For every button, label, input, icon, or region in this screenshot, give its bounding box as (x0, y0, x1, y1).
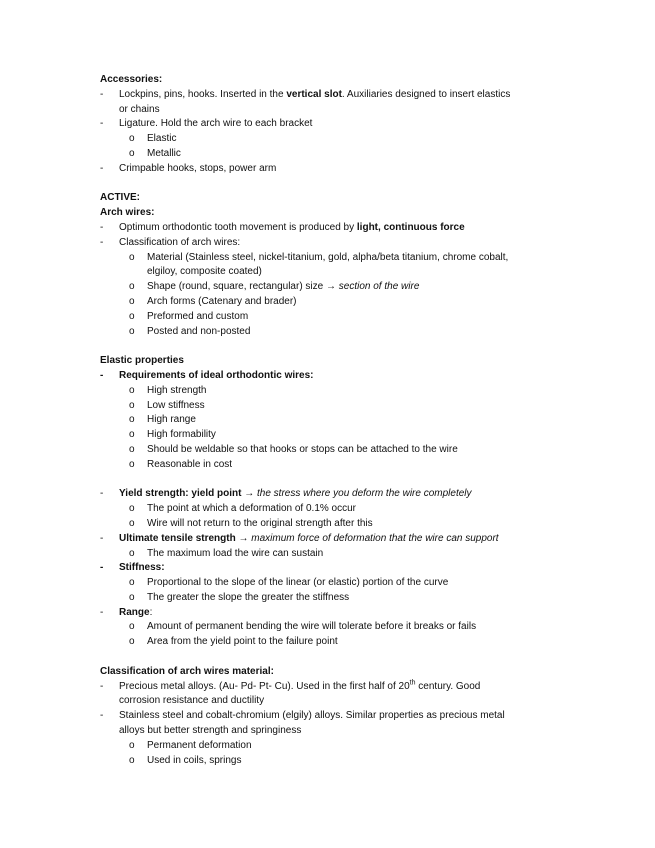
list-item: - Crimpable hooks, stops, power arm (100, 162, 570, 177)
sub-list-item: o Used in coils, springs (100, 754, 570, 769)
section-heading-classification: Classification of arch wires material: (100, 665, 274, 677)
circle-bullet: o (129, 621, 135, 633)
sub-list-item: o The point at which a deformation of 0.1% occur (100, 502, 570, 517)
section-heading-elastic-properties: Elastic properties (100, 355, 184, 367)
circle-bullet: o (129, 517, 135, 529)
arrow-icon: → (244, 488, 255, 500)
sub-list-item: o Proportional to the slope of the linear (or elastic) portion of the curve (100, 576, 570, 591)
circle-bullet: o (129, 384, 135, 396)
circle-bullet: o (129, 443, 135, 455)
sub-list-item: o Reasonable in cost (100, 458, 570, 473)
circle-bullet: o (129, 310, 135, 322)
list-item: - Lockpins, pins, hooks. Inserted in the vertical slot. Auxiliaries designed to insert elastics (100, 88, 570, 103)
dash-bullet: - (100, 606, 104, 618)
circle-bullet: o (129, 399, 135, 411)
sub-list-item: o The greater the slope the greater the stiffness (100, 591, 570, 606)
list-item: - Yield strength: yield point → the stress where you deform the wire completely (100, 487, 570, 502)
circle-bullet: o (129, 414, 135, 426)
list-item: - Stiffness: (100, 561, 570, 576)
circle-bullet: o (129, 281, 135, 293)
list-item: - Range: (100, 606, 570, 621)
list-item: - Ultimate tensile strength → maximum force of deformation that the wire can support (100, 532, 570, 547)
list-item: - Optimum orthodontic tooth movement is produced by light, continuous force (100, 221, 570, 236)
sub-list-item: o Low stiffness (100, 399, 570, 414)
sub-list-item: o Metallic (100, 147, 570, 162)
dash-bullet: - (100, 236, 104, 248)
document-page (100, 73, 570, 768)
sub-list-item: o The maximum load the wire can sustain (100, 547, 570, 562)
sub-list-item: o Wire will not return to the original strength after this (100, 517, 570, 532)
circle-bullet: o (129, 458, 135, 470)
list-item-continuation: or chains (119, 103, 160, 115)
sub-list-item: o Preformed and custom (100, 310, 570, 325)
list-item-continuation: alloys but better strength and springiness (119, 725, 302, 737)
sub-list-item: o Should be weldable so that hooks or stops can be attached to the wire (100, 443, 570, 458)
list-item: - Stainless steel and cobalt-chromium (elgily) alloys. Similar properties as precious metal (100, 709, 570, 724)
sub-list-item: o Material (Stainless steel, nickel-titanium, gold, alpha/beta titanium, chrome cobalt, (100, 251, 570, 266)
circle-bullet: o (129, 251, 135, 263)
sub-list-item: o High formability (100, 428, 570, 443)
list-item: - Classification of arch wires: (100, 236, 570, 251)
sub-list-item: o Arch forms (Catenary and brader) (100, 295, 570, 310)
section-heading-active: ACTIVE: (100, 192, 140, 204)
circle-bullet: o (129, 133, 135, 145)
circle-bullet: o (129, 147, 135, 159)
circle-bullet: o (129, 547, 135, 559)
circle-bullet: o (129, 429, 135, 441)
dash-bullet: - (100, 369, 104, 381)
circle-bullet: o (129, 325, 135, 337)
dash-bullet: - (100, 88, 104, 100)
sub-list-item: o Posted and non-posted (100, 325, 570, 340)
dash-bullet: - (100, 562, 104, 574)
sub-list-item: o High strength (100, 384, 570, 399)
sub-list-item: o Area from the yield point to the failure point (100, 635, 570, 650)
subheading-arch-wires: Arch wires: (100, 207, 155, 219)
dash-bullet: - (100, 680, 104, 692)
circle-bullet: o (129, 739, 135, 751)
sub-list-item-continuation: elgiloy, composite coated) (147, 266, 262, 278)
arrow-icon: → (326, 281, 336, 293)
dash-bullet: - (100, 488, 104, 500)
circle-bullet: o (129, 295, 135, 307)
circle-bullet: o (129, 636, 135, 648)
dash-bullet: - (100, 118, 104, 130)
sub-list-item: o High range (100, 413, 570, 428)
sub-list-item: o Shape (round, square, rectangular) size → section of the wire (100, 280, 570, 295)
sub-list-item: o Amount of permanent bending the wire will tolerate before it breaks or fails (100, 620, 570, 635)
list-item-continuation: corrosion resistance and ductility (119, 695, 265, 707)
circle-bullet: o (129, 503, 135, 515)
dash-bullet: - (100, 532, 104, 544)
list-item: - Requirements of ideal orthodontic wires: (100, 369, 570, 384)
circle-bullet: o (129, 577, 135, 589)
arrow-icon: → (238, 532, 249, 544)
circle-bullet: o (129, 591, 135, 603)
section-heading-accessories: Accessories: (100, 74, 163, 85)
circle-bullet: o (129, 754, 135, 766)
dash-bullet: - (100, 162, 104, 174)
sub-list-item: o Permanent deformation (100, 739, 570, 754)
dash-bullet: - (100, 710, 104, 722)
list-item: - Precious metal alloys. (Au- Pd- Pt- Cu). Used in the first half of 20th century. Good (100, 680, 570, 695)
dash-bullet: - (100, 221, 104, 233)
list-item: - Ligature. Hold the arch wire to each bracket (100, 117, 570, 132)
sub-list-item: o Elastic (100, 132, 570, 147)
